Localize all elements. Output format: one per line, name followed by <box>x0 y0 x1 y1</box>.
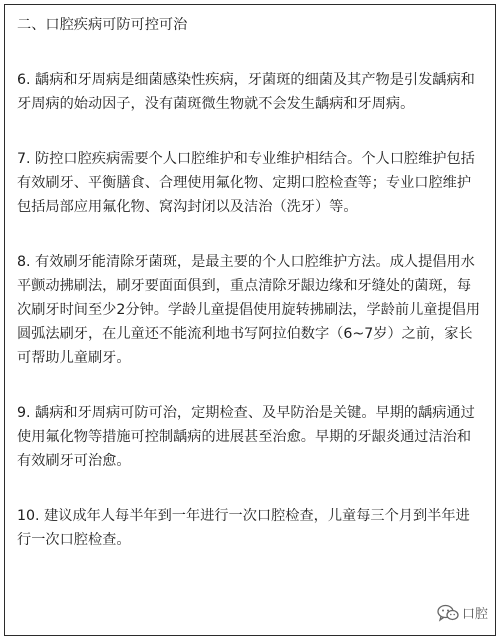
watermark-text: 口腔 <box>461 607 488 622</box>
paragraph-6: 6. 龋病和牙周病是细菌感染性疾病，牙菌斑的细菌及其产物是引发龋病和牙周病的始动因子，没有菌斑微生物就不会发生龋病和牙周病。 <box>17 72 475 112</box>
paragraph-8: 8. 有效刷牙能清除牙菌斑，是最主要的个人口腔维护方法。成人提倡用水平颤动拂刷法，刷牙要面面俱到，重点清除牙龈边缘和牙缝处的菌斑，每次刷牙时间至少2分钟。学龄儿童提倡使用旋转拂刷法，学龄前儿童提倡用圆弧法刷牙，在儿童还不能流利地书写阿拉伯数字（6~7岁）之前，家长可帮助儿童刷牙。 <box>17 254 481 366</box>
document-box <box>4 4 496 636</box>
watermark <box>437 603 488 622</box>
paragraph-10: 10. 建议成年人每半年到一年进行一次口腔检查，儿童每三个月到半年进行一次口腔检查。 <box>17 508 470 548</box>
wechat-icon <box>437 604 459 622</box>
section-heading: 二、口腔疾病可防可控可治 <box>17 17 188 33</box>
paragraph-7: 7. 防控口腔疾病需要个人口腔维护和专业维护相结合。个人口腔维护包括有效刷牙、平衡膳食、合理使用氟化物、定期口腔检查等；专业口腔维护包括局部应用氟化物、窝沟封闭以及洁治（洗牙）等。 <box>17 151 475 215</box>
paragraph-9: 9. 龋病和牙周病可防可治，定期检查、及早防治是关键。早期的龋病通过使用氟化物等措施可控制龋病的进展甚至治愈。早期的牙龈炎通过洁治和有效刷牙可治愈。 <box>17 405 475 469</box>
